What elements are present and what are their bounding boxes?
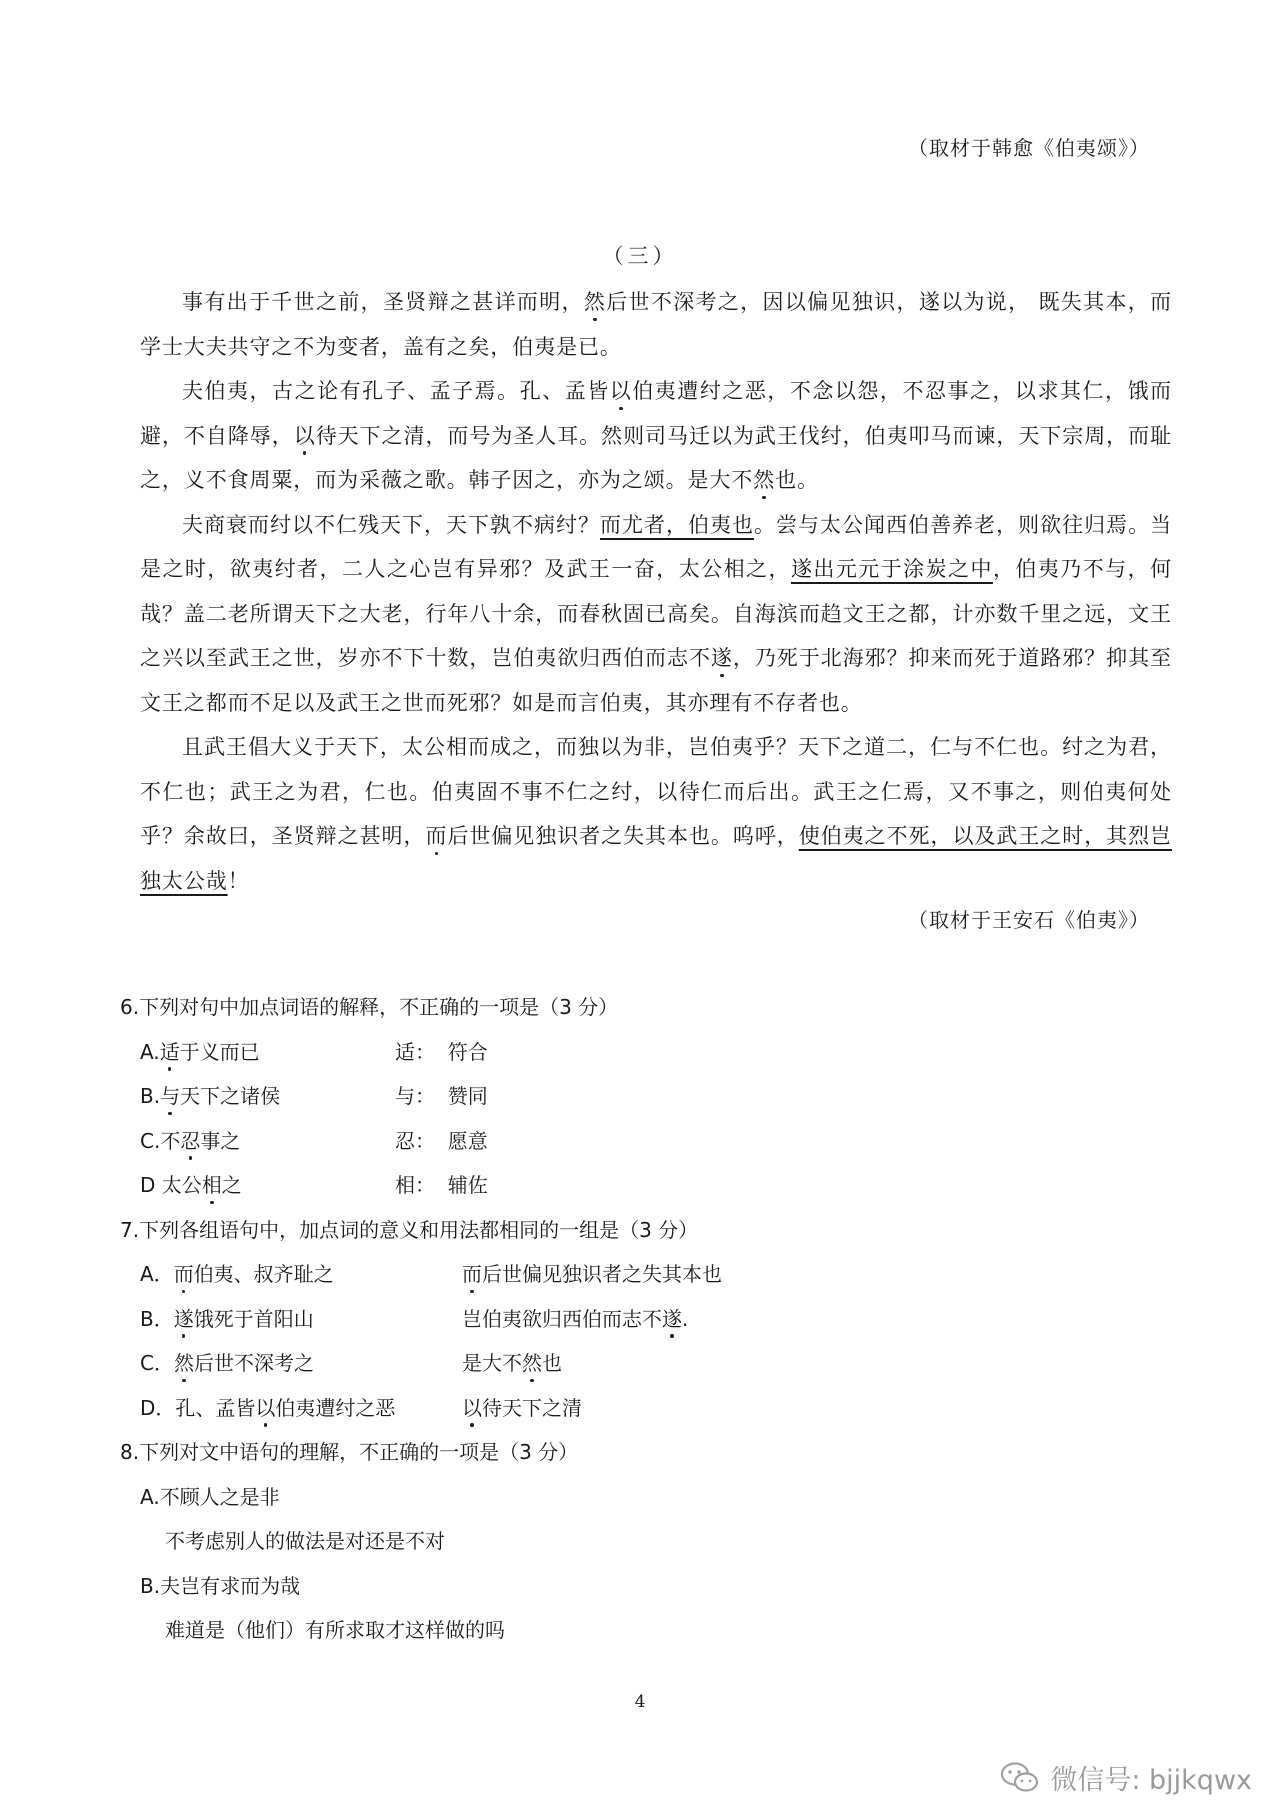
option-pair-sentence: 而后世偏见独识者之失其本也 bbox=[462, 1262, 722, 1286]
dotted-word: 而 bbox=[462, 1262, 482, 1286]
passage-paragraph-4: 且武王倡大义于天下，太公相而成之，而独以为非，岂伯夷乎？天下之道二，仁与不仁也。纣之为君，不仁也；武王之为君，仁也。伯夷固不事不仁之纣，以待仁而后出。武王之仁焉，又不事之，则伯夷何处乎？余故曰，圣贤辩之甚明，而后世偏见独识者之失其本也。呜呼，使伯夷之不死，以及武王之时，其烈岂独太公哉！ bbox=[140, 735, 1172, 893]
dotted-word: 相 bbox=[201, 1173, 222, 1197]
question-7-option-a: A．而伯夷、叔齐耻之 而后世偏见独识者之失其本也 bbox=[120, 1252, 1180, 1297]
watermark-text: 微信号: bjjkqwx bbox=[1050, 1765, 1252, 1796]
passage-paragraph-2: 夫伯夷，古之论有孔子、孟子焉。孔、孟皆以伯夷遭纣之恶，不念以怨，不忍事之，以求其仁，饿而避，不自降辱，以待天下之清，而号为圣人耳。然则司马迁以为武王伐纣，伯夷叩马而谏，天下宗周，而耻之，义不食周粟，而为采薇之歌。韩子因之，亦为之颂。是大不然也。 bbox=[140, 379, 1172, 492]
dotted-word: 以 bbox=[255, 1395, 276, 1420]
dotted-word: 然 bbox=[522, 1351, 542, 1375]
dotted-word: 然 bbox=[583, 290, 607, 314]
dotted-word: 然 bbox=[753, 468, 776, 492]
dotted-word: 遂 bbox=[173, 1306, 194, 1331]
watermark bbox=[1000, 1758, 1252, 1797]
dotted-word: 以 bbox=[293, 423, 316, 448]
questions-section bbox=[120, 985, 1180, 1653]
dotted-word: 以 bbox=[609, 379, 633, 403]
dotted-word: 遂 bbox=[710, 646, 733, 670]
question-8-option-a: A.不顾人之是非 bbox=[140, 1484, 280, 1509]
question-8-stem: 8.下列对文中语句的理解，不正确的一项是（3 分） bbox=[120, 1440, 579, 1464]
option-gloss: 忍： 愿意 bbox=[395, 1128, 488, 1153]
option-gloss: 适： 符合 bbox=[395, 1039, 488, 1064]
dotted-word: 以 bbox=[462, 1395, 482, 1420]
question-7-option-c: C．然后世不深考之 是大不然也 bbox=[120, 1341, 1180, 1386]
option-pair-sentence: 以待天下之清 bbox=[462, 1395, 582, 1420]
question-8-option-b-explanation: 难道是（他们）有所求取才这样做的吗 bbox=[165, 1618, 505, 1642]
source-citation-han-yu: （取材于韩愈《伯夷颂》） bbox=[908, 136, 1150, 160]
question-8-option-b: B.夫岂有求而为哉 bbox=[140, 1573, 301, 1598]
question-6-option-a: A.适于义而已 适： 符合 bbox=[120, 1030, 1180, 1075]
dotted-word: 而 bbox=[173, 1262, 194, 1286]
page-number: 4 bbox=[634, 1692, 646, 1712]
dotted-word: 遂 bbox=[662, 1306, 682, 1331]
option-pair-sentence: 岂伯夷欲归西伯而志不遂. bbox=[462, 1306, 689, 1331]
passage-paragraph-1: 事有出于千世之前，圣贤辩之甚详而明，然后世不深考之，因以偏见独识，遂以为说， 既失其本，而学士大夫共守之不为变者，盖有之矣，伯夷是已。 bbox=[140, 290, 1172, 359]
passage-paragraph-3: 夫商衰而纣以不仁残天下，天下孰不病纣？而尤者，伯夷也。尝与太公闻西伯善养老，则欲往归焉。当是之时，欲夷纣者，二人之心岂有异邪？及武王一奋，太公相之，遂出元元于涂炭之中，伯夷乃不与，何哉？盖二老所谓天下之大老，行年八十余，而春秋固已高矣。自海滨而趋文王之都，计亦数千里之远，文王之兴以至武王之世，岁亦不下十数，岂伯夷欲归西伯而志不遂，乃死于北海邪？抑来而死于道路邪？抑其至文王之都而不足以及武王之世而死邪？如是而言伯夷，其亦理有不存者也。 bbox=[140, 512, 1172, 715]
section-heading: （三） bbox=[602, 244, 678, 268]
option-gloss: 相： 辅佐 bbox=[395, 1173, 488, 1197]
question-7-option-b: B．遂饿死于首阳山 岂伯夷欲归西伯而志不遂. bbox=[120, 1297, 1180, 1342]
wechat-icon bbox=[1000, 1761, 1040, 1795]
dotted-word: 与 bbox=[160, 1084, 181, 1108]
dotted-word: 忍 bbox=[180, 1128, 201, 1153]
question-7-stem: 7.下列各组语句中，加点词的意义和用法都相同的一组是（3 分） bbox=[120, 1217, 699, 1242]
question-6-stem: 6.下列对句中加点词语的解释，不正确的一项是（3 分） bbox=[120, 995, 619, 1019]
dotted-word: 然 bbox=[173, 1351, 194, 1375]
source-citation-wang-anshi: （取材于王安石《伯夷》） bbox=[908, 908, 1150, 932]
question-8-option-a-explanation: 不考虑别人的做法是对还是不对 bbox=[165, 1529, 445, 1553]
question-6-option-d: D 太公相之 相： 辅佐 bbox=[120, 1163, 1180, 1208]
classical-passage bbox=[140, 280, 1172, 903]
underlined-sentence: 使伯夷之不死，以及武王之时，其烈岂独太公哉 bbox=[140, 824, 1172, 893]
option-gloss: 与： 赞同 bbox=[395, 1084, 488, 1108]
dotted-word: 而 bbox=[425, 824, 448, 848]
question-6-option-b: B.与天下之诸侯 与： 赞同 bbox=[120, 1074, 1180, 1119]
underlined-sentence: 遂出元元于涂炭之中 bbox=[790, 557, 993, 581]
question-6-option-c: C.不忍事之 忍： 愿意 bbox=[120, 1119, 1180, 1164]
dotted-word: 适 bbox=[159, 1039, 180, 1064]
underlined-sentence: 而尤者，伯夷也 bbox=[600, 512, 755, 537]
question-7-option-d: D．孔、孟皆以伯夷遭纣之恶 以待天下之清 bbox=[120, 1386, 1180, 1431]
option-pair-sentence: 是大不然也 bbox=[462, 1351, 562, 1375]
